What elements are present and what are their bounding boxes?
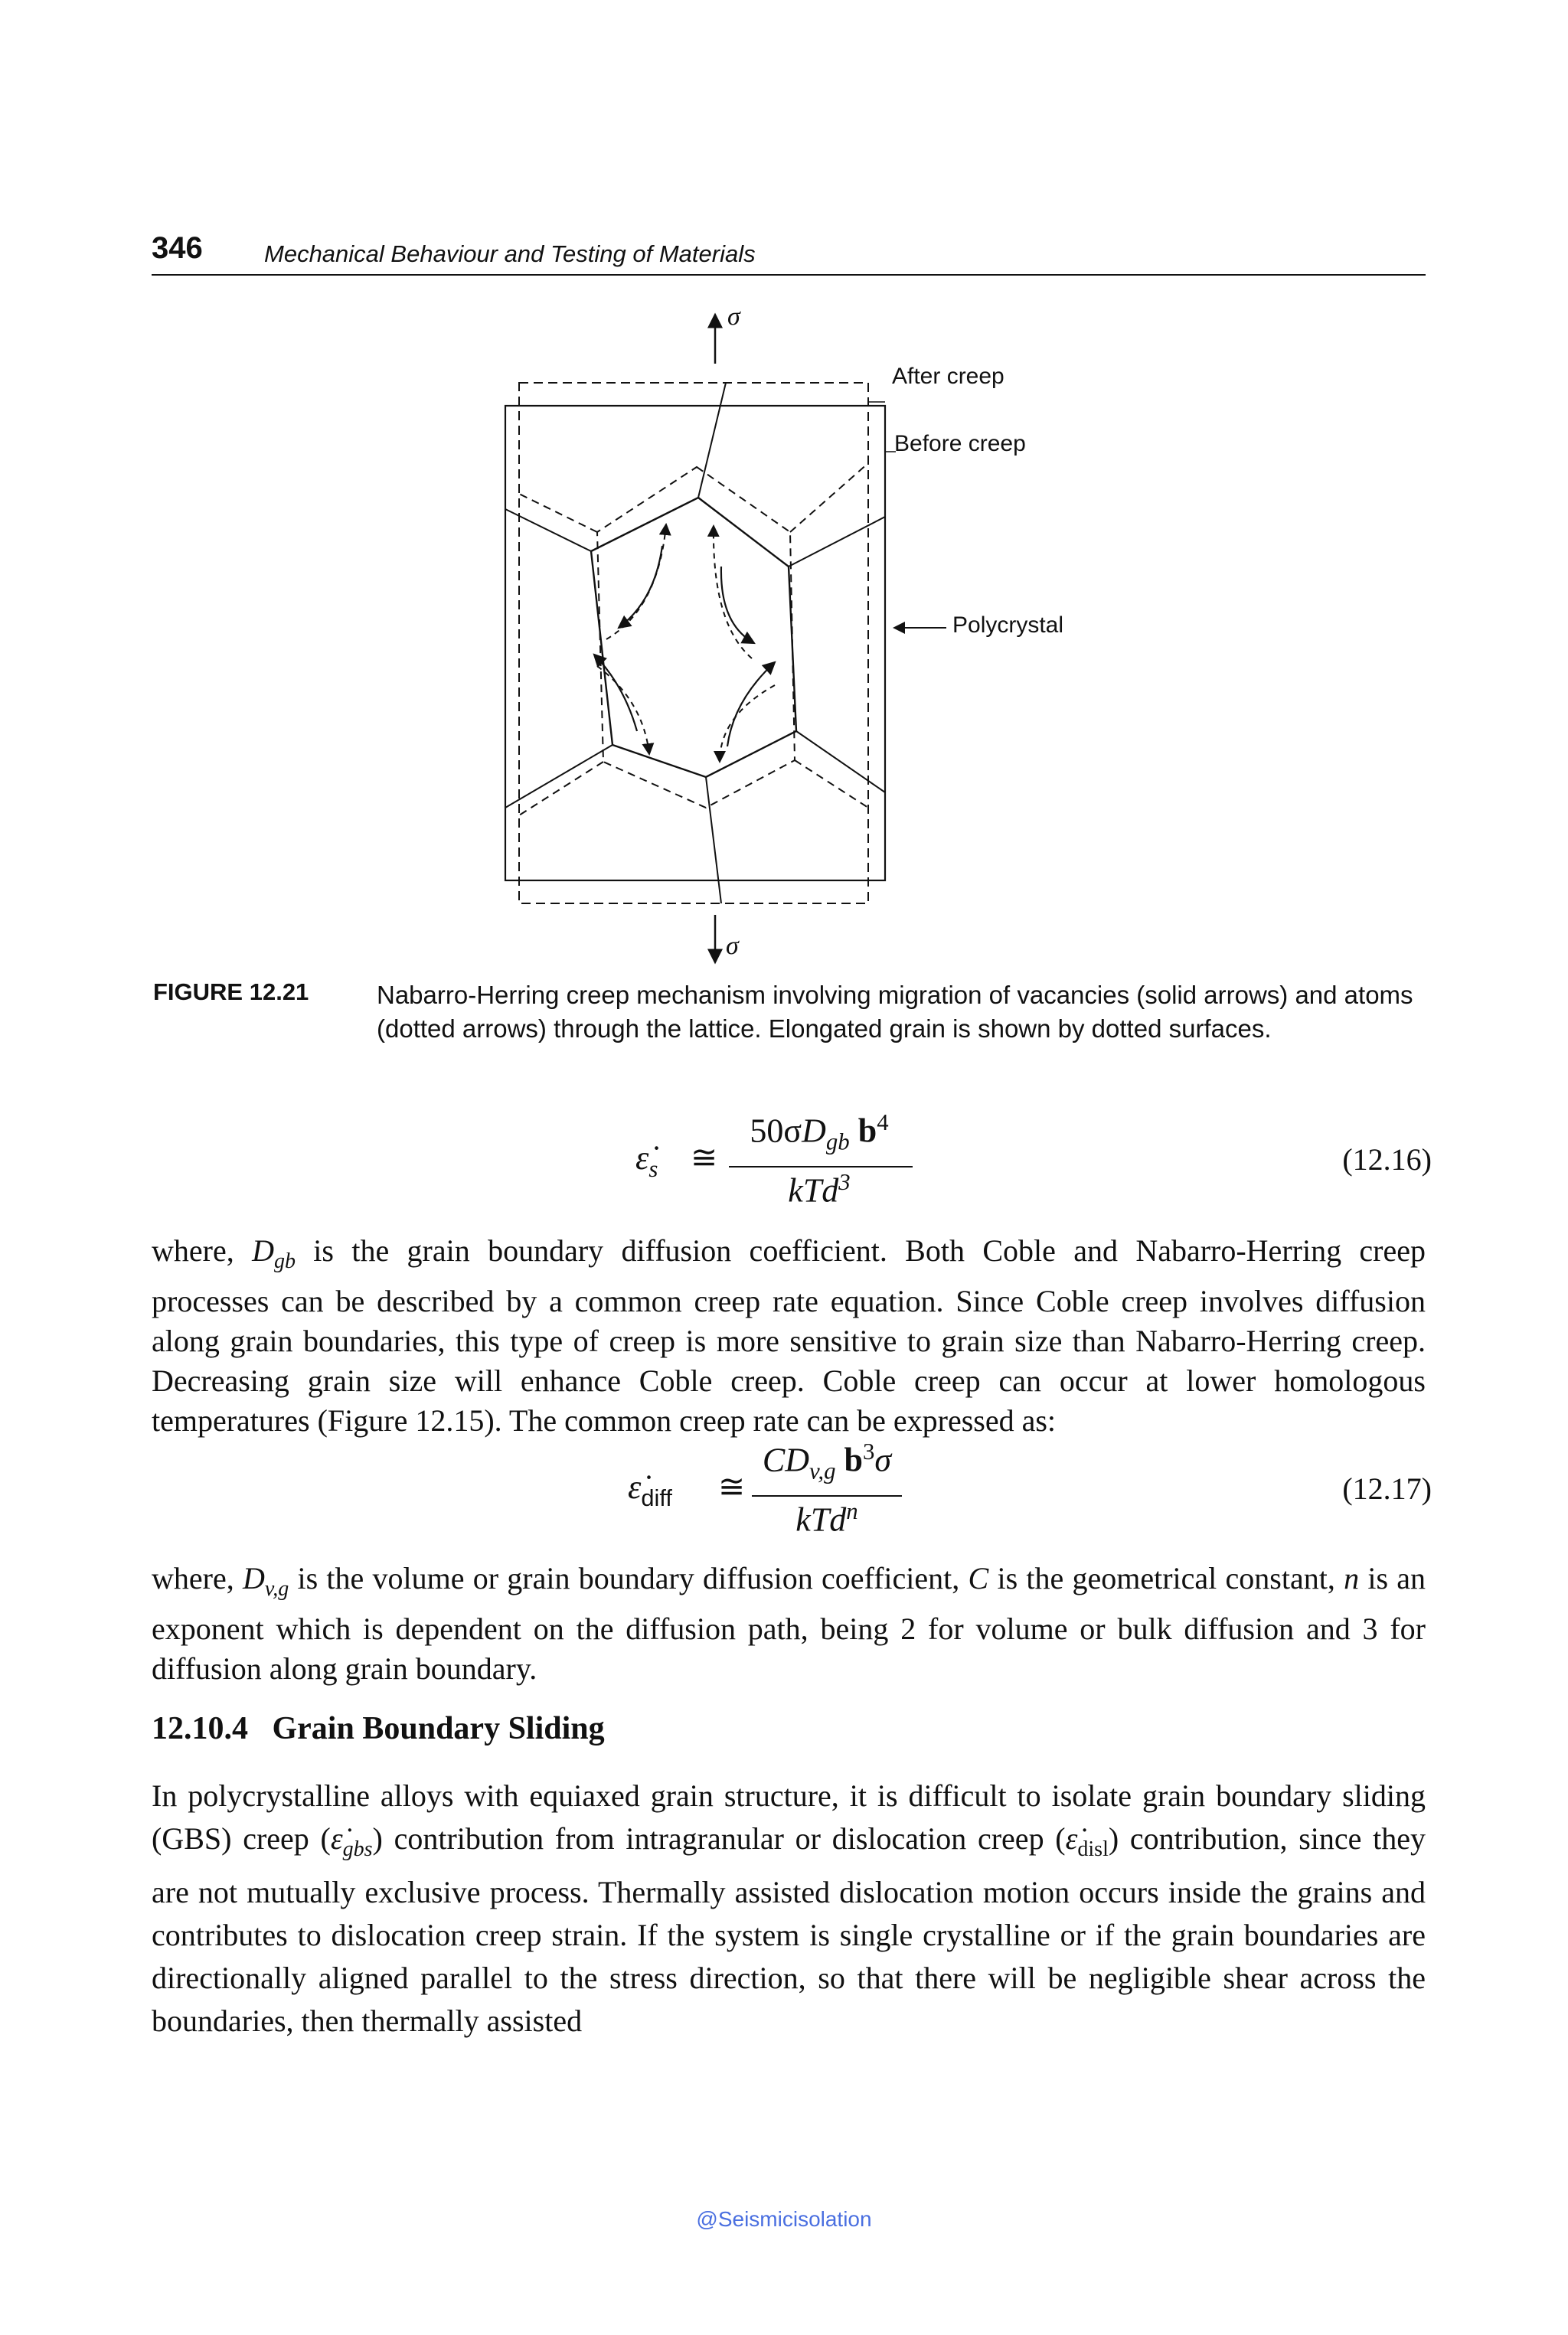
after-creep-label: After creep	[892, 364, 1004, 389]
figure-caption: Nabarro-Herring creep mechanism involving migration of vacancies (solid arrows) and atoms (dotted arrows) through the lattice. Elongated grain is shown by dotted surfaces.	[377, 981, 1413, 1043]
eq2-fraction-bar	[752, 1495, 902, 1497]
eq2-number: (12.17)	[1342, 1471, 1432, 1506]
before-creep-label: Before creep	[894, 431, 1026, 456]
elongated-grain	[597, 467, 795, 808]
page-number: 346	[152, 231, 203, 265]
eq1-denominator: kTd$^3$	[788, 1169, 851, 1210]
sigma-label-bottom: σ	[726, 932, 739, 960]
equation-12-16	[635, 1109, 1432, 1213]
watermark: @Seismicisolation	[696, 2207, 872, 2231]
atom-arrow	[720, 685, 775, 762]
grain-boundary	[591, 498, 796, 777]
eq2-numerator: $CD_{v,g}$ $b^3\sigma$	[762, 1439, 892, 1484]
paragraph-2: where, $D_{v,g}$ is the volume or grain boundary diffusion coefficient, C is the geometrical constant, n is an exponent which is dependent on the diffusion path, being 2 for volume or bulk diffusion and 3 for diffusion along grain boundary.	[152, 1561, 1426, 1686]
section-heading: 12.10.4 Grain Boundary Sliding	[152, 1711, 605, 1746]
eq2-lhs: $\varepsiloṅ_{diff}$	[628, 1468, 672, 1511]
vacancy-arrow	[721, 567, 754, 643]
figure-nabarro-herring	[490, 302, 1102, 976]
eq1-numerator: $50\sigma D_{gb}$ $b^4$	[750, 1109, 889, 1155]
eq2-denominator: kTd$^n$	[795, 1498, 858, 1539]
eq1-lhs: $\varepsiloṅ_s$	[635, 1139, 658, 1182]
equation-12-17	[628, 1439, 1432, 1543]
eq1-fraction-bar	[729, 1166, 913, 1168]
running-title: Mechanical Behaviour and Testing of Materials	[264, 240, 756, 267]
eq1-number: (12.16)	[1342, 1142, 1432, 1177]
sigma-label-top: σ	[727, 302, 740, 331]
figure-diagram	[490, 302, 1102, 976]
before-creep-outline	[505, 406, 885, 880]
eq2-approx: ≅	[718, 1470, 746, 1505]
vacancy-arrow	[727, 662, 775, 746]
after-creep-outline	[519, 383, 868, 903]
vacancy-arrow	[619, 546, 662, 628]
polycrystal-label: Polycrystal	[952, 612, 1064, 638]
atom-arrow	[606, 524, 666, 639]
paragraph-3: In polycrystalline alloys with equiaxed grain structure, it is difficult to isolate grain boundary sliding (GBS) creep $(\varepsiloṅ_{gbs})$ contribution from intragranular or dislocation creep $(\varepsiloṅ_{disl})$ contribution, since they are not mutually exclusive process. Thermally assisted dislocation motion occurs inside the grains and contributes to dislocation creep strain. If the system is single crystalline or if the grain boundaries are directionally aligned parallel to the stress direction, so that there will be negligible shear across the boundaries, then thermally assisted	[152, 1778, 1426, 2038]
paragraph-1: where, $D_{gb}$ is the grain boundary diffusion coefficient. Both Coble and Nabarro-Herring creep processes can be described by a common creep rate equation. Since Coble creep involves diffusion along grain boundaries, this type of creep is more sensitive to grain size than Nabarro-Herring creep. Decreasing grain size will enhance Coble creep. Coble creep can occur at lower homologous temperatures (Figure 12.15). The common creep rate can be expressed as:	[152, 1233, 1426, 1438]
figure-number: FIGURE 12.21	[153, 978, 309, 1005]
header-rule	[152, 274, 1426, 276]
eq1-approx: ≅	[691, 1141, 718, 1176]
